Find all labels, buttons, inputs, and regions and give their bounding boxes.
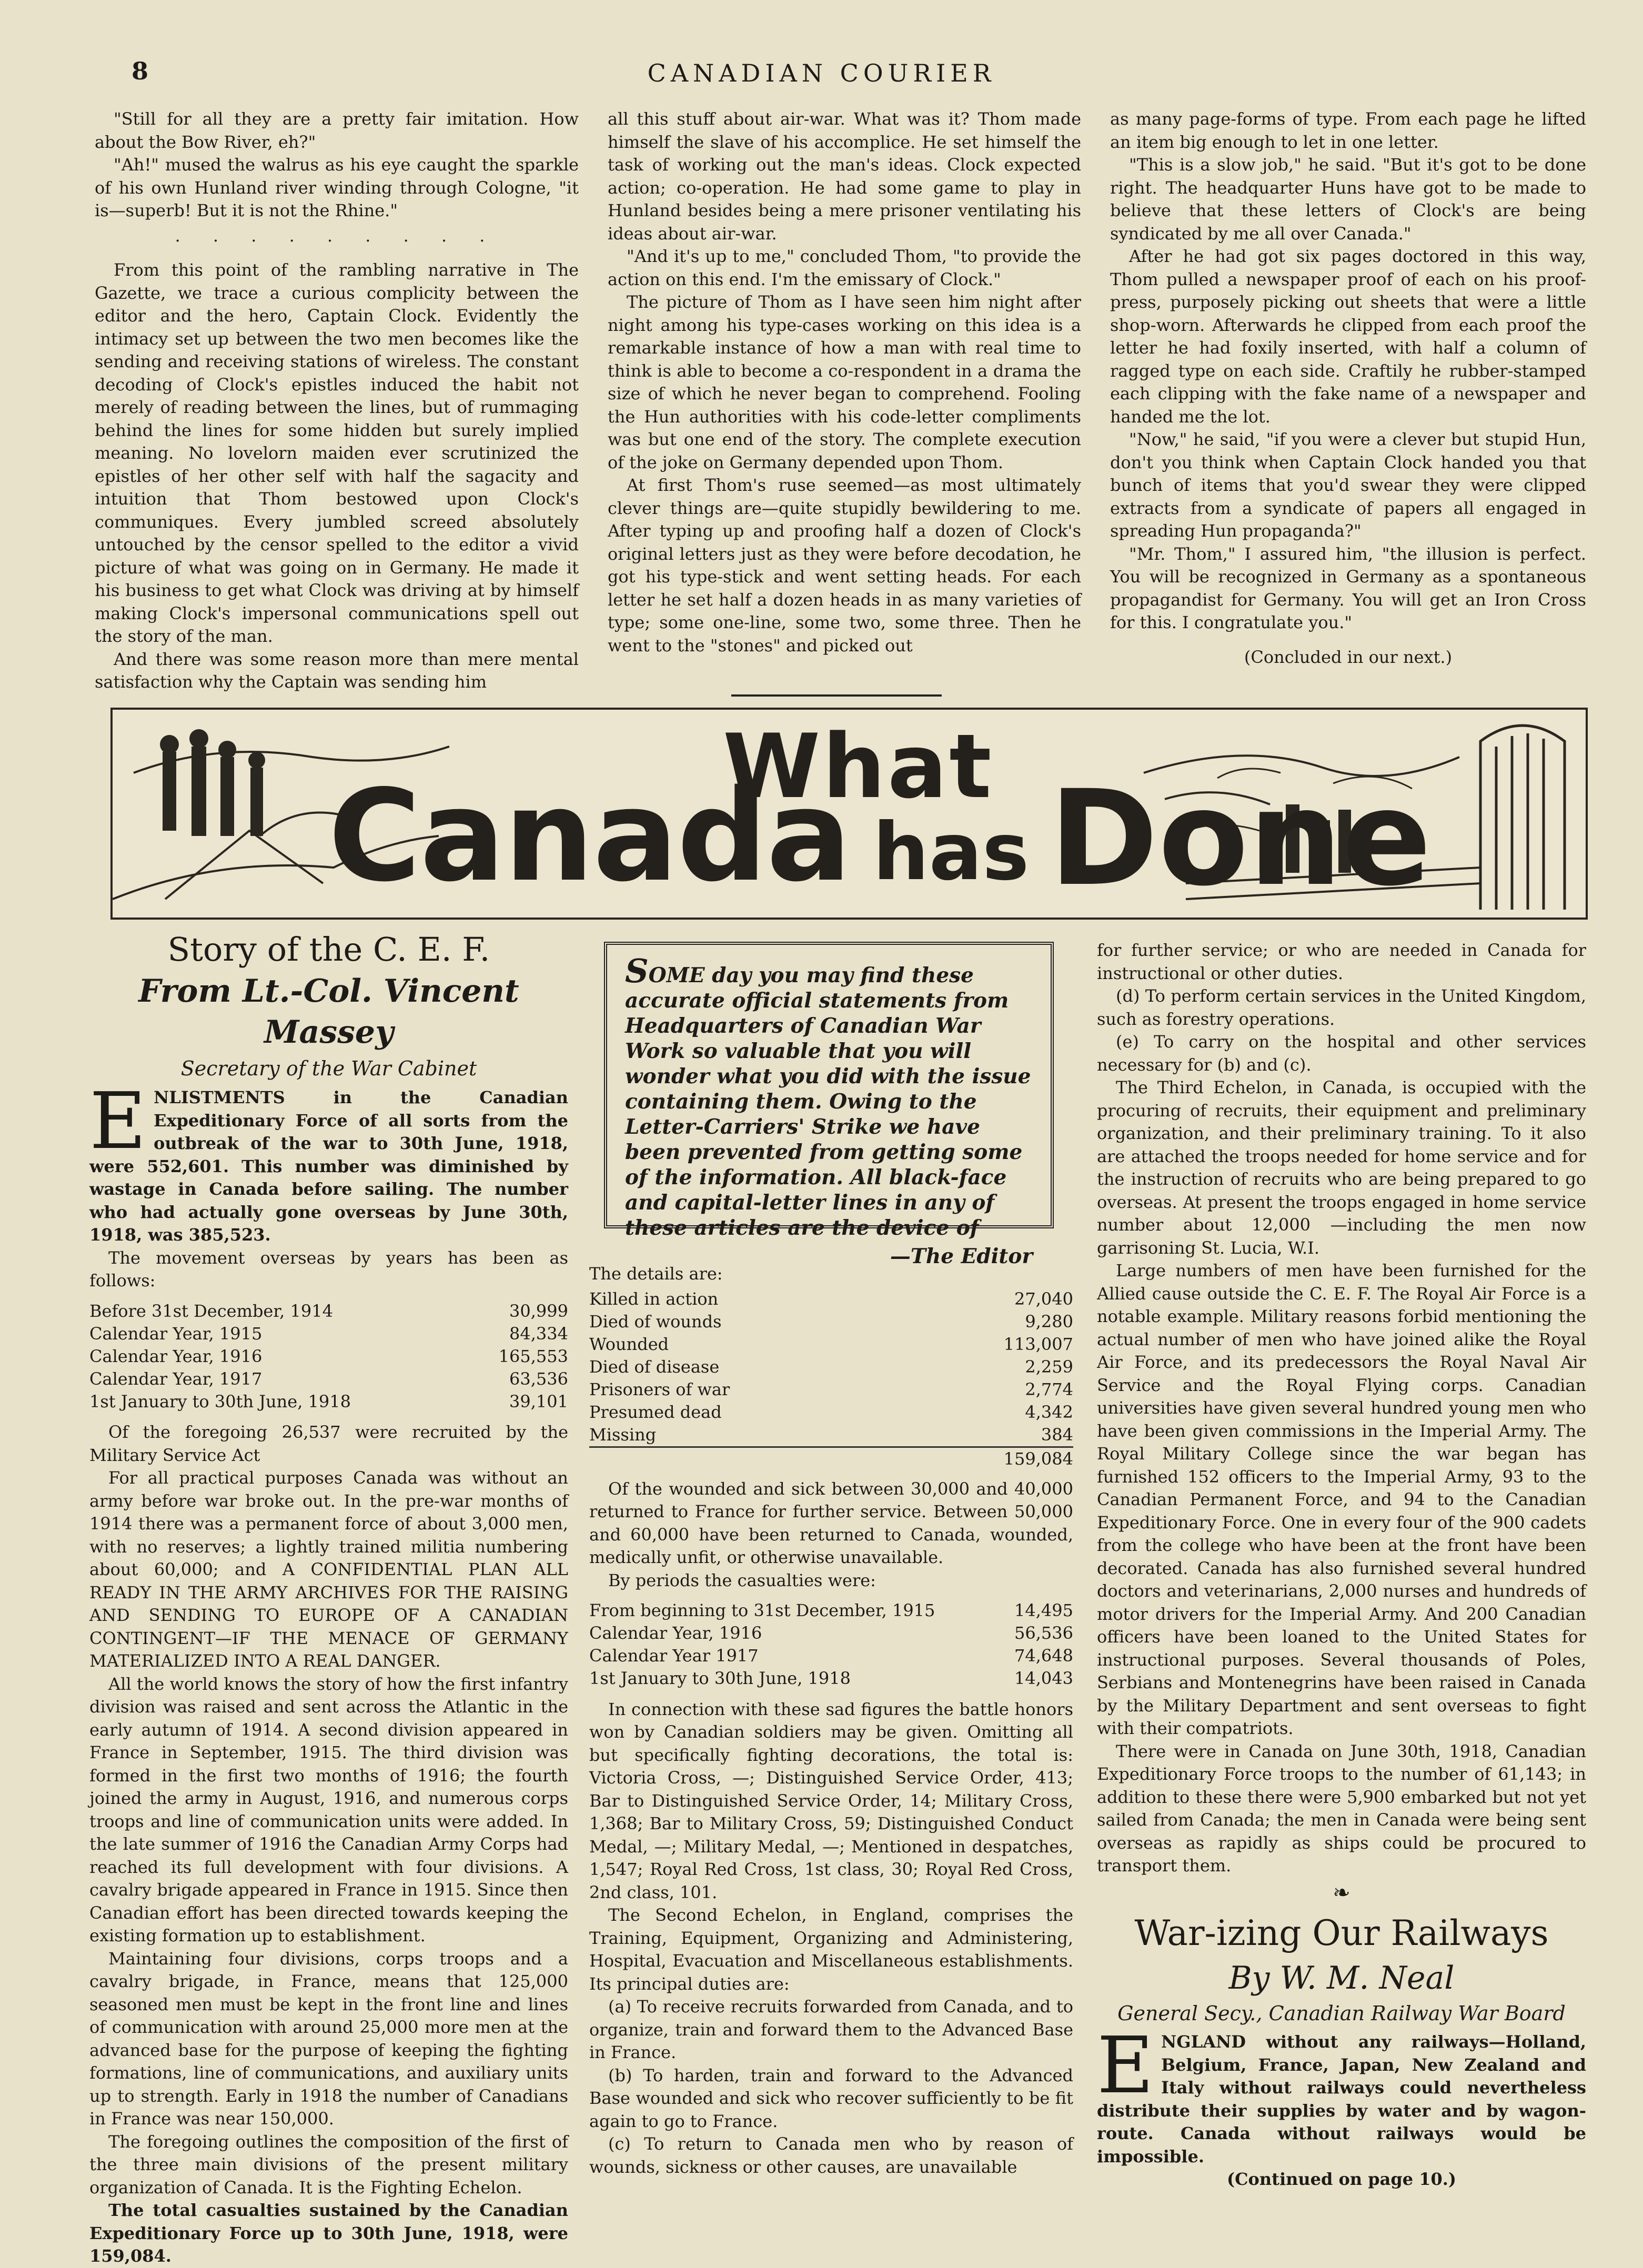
casualties-intro: The details are:	[589, 1264, 723, 1284]
row-label: Presumed dead	[589, 1402, 722, 1422]
table-row	[589, 1622, 1073, 1645]
casualties-paragraph: In connection with these sad figures the battle honors won by Canadian soldiers may be given. Omitting all but specifically fighting decorations, the total is: Victoria Cross, —; Distinguished Service Order, 413; Bar to Distinguished Service Order, 14; Military Cross, 1,368; Bar to Military Cross, 59; Distinguished Conduct Medal, —; Military Medal, —; Mentioned in despatches, 1,547; Royal Red Cross, 1st class, 30; Royal Red Cross, 2nd class, 101.	[589, 1699, 1073, 1902]
railways-author: By W. M. Neal	[1228, 1960, 1455, 1997]
separator-ornament: ❧	[1333, 1880, 1350, 1905]
row-label: Calendar Year 1917	[589, 1646, 759, 1666]
movement-table	[89, 1300, 568, 1414]
right-paragraph: (d) To perform certain services in the United Kingdom, such as forestry operations.	[1097, 986, 1586, 1029]
table-row	[589, 1667, 1073, 1690]
table-row	[89, 1300, 568, 1323]
row-label: 1st January to 30th June, 1918	[589, 1668, 851, 1688]
casualties-paragraph: By periods the casualties were:	[608, 1570, 876, 1590]
story-paragraph: "Still for all they are a pretty fair imitation. How about the Bow River, eh?"	[95, 109, 579, 152]
cef-article-column	[89, 929, 568, 2268]
row-value: 9,280	[1025, 1311, 1073, 1332]
row-label: Calendar Year, 1915	[89, 1323, 263, 1344]
row-label: Before 31st December, 1914	[89, 1301, 333, 1321]
total-row	[589, 1447, 1073, 1470]
row-value: 56,536	[1014, 1623, 1073, 1643]
concluded-note: (Concluded in our next.)	[1244, 647, 1453, 667]
editor-note-box	[604, 942, 1054, 1268]
story-paragraph: And there was some reason more than mere mental satisfaction why the Captain was sending him	[95, 649, 579, 692]
periods-table	[589, 1599, 1073, 1691]
row-value: 27,040	[1014, 1288, 1073, 1309]
cef-lead-text: NLISTMENTS in the Canadian Expeditionary Force of all sorts from the outbreak of the war to 30th June, 1918, were 552,601. This number was diminished by wastage in Canada before sailing. The number who had actually gone overseas by June 30th, 1918, was 385,523.	[89, 1087, 568, 1245]
editor-signature: —The Editor	[890, 1244, 1033, 1268]
cef-paragraph: The foregoing outlines the composition of the first of the three main divisions of the present military organization of Canada. It is the Fighting Echelon.	[89, 2131, 568, 2198]
row-label: From beginning to 31st December, 1915	[589, 1600, 935, 1620]
table-row	[589, 1424, 1073, 1447]
story-column-1	[95, 108, 579, 694]
row-label: 1st January to 30th June, 1918	[89, 1391, 351, 1412]
cef-author-role: Secretary of the War Cabinet	[180, 1057, 477, 1080]
casualties-paragraph: (c) To return to Canada men who by reason of wounds, sickness or other causes, are unavailable	[589, 2134, 1073, 2177]
row-label: Missing	[589, 1424, 657, 1445]
right-paragraph: Large numbers of men have been furnished for the Allied cause outside the C. E. F. The Royal Air Force is a notable example. Military reasons forbid mentioning the actual number of men who have joined alike the Royal Air Force, and its predecessors the Royal Naval Air Service and the Royal Flying corps. Canadian universities have given several hundred young men who have been given commissions in the Imperial Army. The Royal Military College since the war began has furnished 152 officers to the Imperial Army, 93 to the Canadian Permanent Force, and 94 to the Canadian Expeditionary Force. One in every four of the 900 cadets from the college who have been at the front have been decorated. Canada has also furnished several hundred doctors and veterinarians, 2,000 nurses and hundreds of motor drivers for the Imperial Army. And 200 Canadian officers have been loaned to the United States for instructional purposes. Several thousands of Poles, Serbians and Montenegrins have been raised in Canada by the Military Department and sent overseas to fight with their compatriots.	[1097, 1261, 1586, 1738]
editor-note-initial: S	[625, 952, 649, 990]
row-value: 113,007	[1003, 1334, 1073, 1354]
cef-paragraph: The movement overseas by years has been as follows:	[89, 1247, 568, 1291]
row-value: 384	[1041, 1424, 1073, 1445]
table-row	[589, 1356, 1073, 1378]
drop-cap: E	[89, 1076, 147, 1166]
row-value: 14,495	[1014, 1600, 1073, 1620]
row-label: Died of wounds	[589, 1311, 722, 1332]
row-value: 4,342	[1025, 1402, 1073, 1422]
casualties-column	[589, 1263, 1073, 2179]
cef-lead-paragraph	[89, 1076, 568, 1247]
story-paragraph: "Mr. Thom," I assured him, "the illusion is perfect. You will be recognized in Germany as a spontaneous propagandist for Germany. You will get an Iron Cross for this. I congratulate you."	[1110, 543, 1586, 632]
row-value: 2,774	[1025, 1379, 1073, 1399]
story-paragraph: "Now," he said, "if you were a clever but stupid Hun, don't you think when Captain Clock handed you that bunch of items that you'd swear they were clipped extracts from a syndicate of papers all engaged in spreading Hun propaganda?"	[1110, 429, 1586, 541]
casualties-paragraph: (a) To receive recruits forwarded from Canada, and to organize, train and forward them to the Advanced Base in France.	[589, 1997, 1073, 2062]
table-row	[89, 1345, 568, 1368]
table-row	[589, 1378, 1073, 1401]
story-paragraph: "This is a slow job," he said. "But it's got to be done right. The headquarter Huns have got to be made to believe that these letters of Clock's are being syndicated by me all over Canada."	[1110, 155, 1586, 244]
cef-paragraph: Maintaining four divisions, corps troops and a cavalry brigade, in France, means that 125,000 seasoned men must be kept in the front line and lines of communication with around 25,000 more men at the advanced base for the purpose of keeping the fighting formations, line of communications, and auxiliary units up to strength. Early in 1918 the number of Canadians in France was near 150,000.	[89, 1948, 568, 2129]
publication-name: CANADIAN COURIER	[647, 59, 996, 87]
story-paragraph: After he had got six pages doctored in this way, Thom pulled a newspaper proof of each on his proof-press, purposely picking out sheets that were a little shop-worn. Afterwards he clipped from each proof the letter he had foxily inserted, with half a column of ragged type on each side. Craftily he rubber-stamped each clipping with the fake name of a newspaper and handed me the lot.	[1110, 246, 1586, 427]
row-label: Prisoners of war	[589, 1379, 730, 1399]
railways-lead-paragraph	[1097, 2020, 1586, 2168]
story-paragraph: "Ah!" mused the walrus as his eye caught the sparkle of his own Hunland river winding through Cologne, "it is—superb! But it is not the Rhine."	[95, 155, 579, 220]
right-paragraph: (e) To carry on the hospital and other services necessary for (b) and (c).	[1097, 1032, 1586, 1075]
table-row	[589, 1333, 1073, 1356]
row-value: 39,101	[509, 1391, 568, 1412]
row-label: Calendar Year, 1916	[89, 1346, 263, 1366]
right-paragraph: The Third Echelon, in Canada, is occupied with the procuring of recruits, their equipment and preliminary organization, and their preliminary training. To it also are attached the troops needed for home service and for the instruction of recruits who are being prepared to go overseas. At present the troops engaged in home service number about 12,000 —including the men now garrisoning St. Lucia, W.I.	[1097, 1077, 1586, 1258]
section-rule	[731, 694, 942, 697]
table-row	[89, 1390, 568, 1413]
row-value: 2,259	[1025, 1356, 1073, 1377]
banner-word-what: What	[723, 715, 994, 818]
cef-paragraph: Of the foregoing 26,537 were recruited by the Military Service Act	[89, 1422, 568, 1465]
table-row	[589, 1645, 1073, 1667]
banner-word-has: has	[873, 807, 1030, 898]
story-paragraph: as many page-forms of type. From each page he lifted an item big enough to let in one letter.	[1110, 109, 1586, 152]
story-paragraph: At first Thom's ruse seemed—as most ultimately clever things are—quite stupidly bewildering to me. After typing up and proofing half a dozen of Clock's original letters just as they were before decodation, he got his type-stick and went setting heads. For each letter he set half a dozen heads in as many varieties of type; some one-line, some two, some three. Then he went to the "stones" and picked out	[608, 475, 1081, 656]
running-header	[0, 57, 1643, 94]
table-row	[89, 1368, 568, 1390]
cef-paragraph: For all practical purposes Canada was without an army before war broke out. In the pre-war months of 1914 there was a permanent force of about 3,000 men, with no reserves; a lightly trained militia numbering about 60,000; and A CONFIDENTIAL PLAN ALL READY IN THE ARMY ARCHIVES FOR THE RAISING AND SENDING TO EUROPE OF A CANADIAN CONTINGENT—IF THE MENACE OF GERMANY MATERIALIZED INTO A REAL DANGER.	[89, 1468, 568, 1671]
table-row	[589, 1401, 1073, 1424]
row-value: 30,999	[509, 1301, 568, 1321]
row-value: 14,043	[1014, 1668, 1073, 1688]
table-row	[589, 1311, 1073, 1333]
cef-title: Story of the C. E. F.	[167, 930, 490, 969]
right-paragraph: for further service; or who are needed in Canada for instructional or other duties.	[1097, 940, 1586, 983]
continued-note: (Continued on page 10.)	[1226, 2169, 1457, 2189]
story-column-3	[1110, 108, 1586, 669]
editor-note-text: OME day you may find these accurate official statements from Headquarters of Canadian War Work so valuable that you will wonder what you did with the issue containing them. Owing to the Letter-Carriers' Strike we have been prevented from getting some of the information. All black-face and capital-letter lines in any of these articles are the device of	[625, 963, 1031, 1240]
casualties-paragraph: (b) To harden, train and forward to the Advanced Base wounded and sick who recover sufficiently to be fit again to go to France.	[589, 2065, 1073, 2131]
casualties-paragraph: The Second Echelon, in England, comprises the Training, Equipment, Organizing and Administering, Hospital, Evacuation and Miscellaneous establishments. Its principal duties are:	[589, 1905, 1073, 1994]
casualties-table	[589, 1288, 1073, 1470]
table-row	[589, 1288, 1073, 1311]
row-value: 63,536	[509, 1368, 568, 1389]
row-label: Died of disease	[589, 1356, 720, 1377]
banner-word-canada: Canada	[328, 762, 851, 910]
row-value: 165,553	[498, 1346, 568, 1366]
table-row	[589, 1599, 1073, 1622]
railways-lead-text: NGLAND without any railways—Holland, Belgium, France, Japan, New Zealand and Italy without railways could nevertheless distribute their supplies by water and by wagon-route. Canada without railways would be impossible.	[1097, 2032, 1586, 2166]
page-number: 8	[132, 57, 149, 85]
right-column	[1097, 939, 1586, 2191]
row-label: Calendar Year, 1917	[89, 1368, 263, 1389]
story-paragraph: all this stuff about air-war. What was it? Thom made himself the slave of his accomplice. He set himself the task of working out the man's ideas. Clock expected action; co-operation. He had some game to play in Hunland besides being a mere prisoner ventilating his ideas about air-war.	[608, 109, 1081, 244]
railways-title: War-izing Our Railways	[1134, 1913, 1549, 1953]
table-row	[89, 1323, 568, 1345]
total-value: 159,084	[913, 1447, 1073, 1470]
cef-author: From Lt.-Col. Vincent Massey	[138, 973, 519, 1051]
story-paragraph: The picture of Thom as I have seen him night after night among his type-cases working on this idea is a remarkable instance of how a man with real time to think is able to become a co-respondent in a drama the size of which he never began to comprehend. Fooling the Hun authorities with his code-letter compliments was but one end of the story. The complete execution of the joke on Germany depended upon Thom.	[608, 292, 1081, 472]
row-value: 74,648	[1014, 1646, 1073, 1666]
what-canada-has-done-banner	[110, 708, 1588, 920]
casualties-paragraph: Of the wounded and sick between 30,000 and 40,000 returned to France for further service. Between 50,000 and 60,000 have been returned to Canada, wounded, medically unfit, or otherwise unavailable.	[589, 1478, 1073, 1567]
drop-cap: E	[1097, 2020, 1154, 2111]
banner-word-done: Done	[1049, 762, 1432, 915]
row-value: 84,334	[509, 1323, 568, 1344]
railways-author-role: General Secy., Canadian Railway War Board	[1117, 2002, 1566, 2025]
cef-paragraph: All the world knows the story of how the first infantry division was raised and sent across the Atlantic in the early autumn of 1914. A second division appeared in France in September, 1915. The third division was formed in the first two months of 1916; the fourth joined the army in August, 1916, and numerous corps troops and line of communication units were added. In the late summer of 1916 the Canadian Army Corps had reached its full development with four divisions. A cavalry brigade appeared in France in 1915. Since then Canadian effort has been directed towards keeping the existing formation up to establishment.	[89, 1674, 568, 1946]
right-paragraph: There were in Canada on June 30th, 1918, Canadian Expeditionary Force troops to the number of 61,143; in addition to these there were 5,900 embarked but not yet sailed from Canada; the men in Canada were being sent overseas as rapidly as ships could be procured to transport them.	[1097, 1741, 1586, 1876]
story-paragraph: From this point of the rambling narrative in The Gazette, we trace a curious complicity between the editor and the hero, Captain Clock. Evidently the intimacy set up between the two men becomes like the sending and receiving stations of wireless. The constant decoding of Clock's epistles induced the habit not merely of reading between the lines, but of rummaging behind the lines for some hidden but surely implied meaning. No lovelorn maiden ever scrutinized the epistles of her other self with half the sagacity and intuition that Thom bestowed upon Clock's communiques. Every jumbled screed absolutely untouched by the censor spelled to the editor a vivid picture of what was going on in Germany. He made it his business to get what Clock was driving at by himself making Clock's impersonal communications spell out the story of the man.	[95, 260, 579, 646]
cef-paragraph: The total casualties sustained by the Canadian Expeditionary Force up to 30th June, 1918, were 159,084.	[89, 2200, 568, 2266]
row-label: Calendar Year, 1916	[589, 1623, 762, 1643]
row-label: Killed in action	[589, 1288, 719, 1309]
section-dots: . . . . . . . . .	[175, 225, 499, 246]
story-paragraph: "And it's up to me," concluded Thom, "to provide the action on this end. I'm the emissary of Clock."	[608, 246, 1081, 289]
story-column-2	[608, 108, 1081, 657]
row-label: Wounded	[589, 1334, 669, 1354]
